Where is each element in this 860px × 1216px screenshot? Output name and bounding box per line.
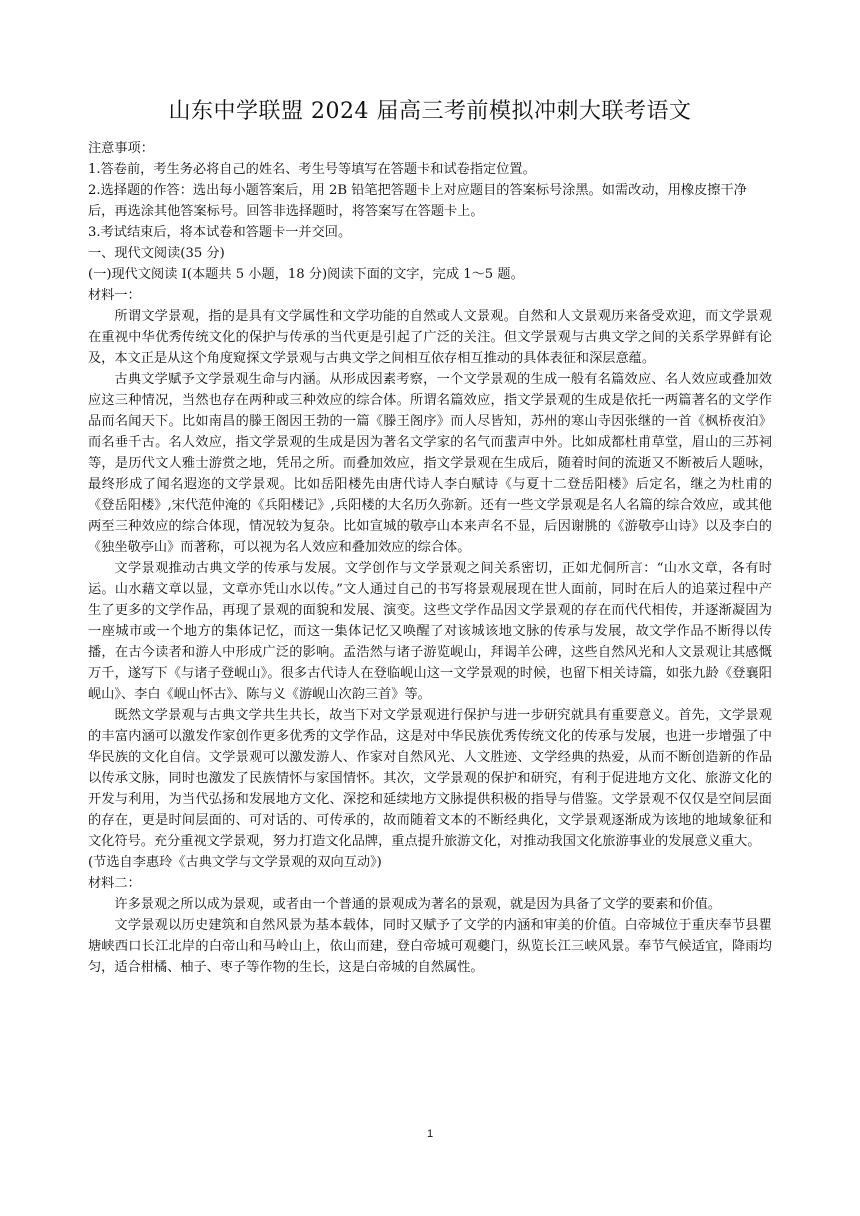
material-one-paragraph: 古典文学赋予文学景观生命与内涵。从形成因素考察，一个文学景观的生成一般有名篇效应、名人效应或叠加效应这三种情况，当然也存在两种或三种效应的综合体。所谓名篇效应，指文学景观的生成是依托一两篇著名的文学作品而名闻天下。比如南昌的滕王阁因王勃的一篇《滕王阁序》而人尽皆知，苏州的寒山寺因张继的一首《枫桥夜泊》而名垂千古。名人效应，指文学景观的生成是因为著名文学家的名气而蜚声中外。比如成都杜甫草堂，眉山的三苏祠等，是历代文人雅士游赏之地，凭吊之所。而叠加效应，指文学景观在生成后，随着时间的流逝又不断被后人题咏，最终形成了闻名遐迩的文学景观。比如岳阳楼先由唐代诗人李白赋诗《与夏十二登岳阳楼》后定名，继之为杜甫的《登岳阳楼》,宋代范仲淹的《兵阳楼记》,兵阳楼的大名历久弥新。还有一些文学景观是名人名篇的综合效应，或其他两至三种效应的综合体现，情况较为复杂。比如宣城的敬亭山本来声名不显，后因谢朓的《游敬亭山诗》以及李白的《独坐敬亭山》而著称，可以视为名人效应和叠加效应的综合体。 (88, 372, 772, 555)
material-two-paragraph: 文学景观以历史建筑和自然风景为基本载体，同时又赋予了文学的内涵和审美的价值。白帝城位于重庆奉节县瞿塘峡西口长江北岸的白帝山和马岭山上，依山而建，登白帝城可观夔门，纵览长江三峡风景。奉节气候适宜，降雨均匀，适合柑橘、柚子、枣子等作物的生长，这是白帝城的自然属性。 (88, 918, 772, 975)
material-one-paragraph: 既然文学景观与古典文学共生共长，故当下对文学景观进行保护与进一步研究就具有重要意义。首先，文学景观的丰富内涵可以激发作家创作更多优秀的文学作品，这是对中华民族优秀传统文化的传承与发展，也进一步增强了中华民族的文化自信。文学景观可以激发游人、作家对自然风光、人文胜迹、文学经典的热爱，从而不断创造新的作品以传承文脉，同时也激发了民族情怀与家国情怀。其次，文学景观的保护和研究，有利于促进地方文化、旅游文化的开发与利用，为当代弘扬和发展地方文化、深挖和延续地方文脉提供积极的指导与借鉴。文学景观不仅仅是空间层面的存在，更是时间层面的、可对话的、可传承的，故而随着文本的不断经典化，文学景观逐渐成为该地的地域象征和文化符号。充分重视文学景观，努力打造文化品牌，重点提升旅游文化，对推动我国文化旅游事业的发展意义重大。 (88, 708, 772, 849)
notice-heading: 注意事项： (88, 141, 154, 156)
material-two-paragraph: 许多景观之所以成为景观，或者由一个普通的景观成为著名的景观，就是因为具备了文学的要素和价值。 (114, 897, 722, 912)
section-heading: 一、现代文阅读(35 分) (88, 246, 225, 261)
notice-item-2: 2.选择题的作答：选出每小题答案后，用 2B 铅笔把答题卡上对应题目的答案标号涂黑。如需改动，用橡皮擦干净后，再选涂其他答案标号。回答非选择题时，将答案写在答题卡上。 (88, 183, 747, 219)
material-one-paragraph: 所谓文学景观，指的是具有文学属性和文学功能的自然或人文景观。自然和人文景观历来备受欢迎，而文学景观在重视中华优秀传统文化的保护与传承的当代更是引起了广泛的关注。但文学景观与古典文学之间的关系学界鲜有论及，本文正是从这个角度窥探文学景观与古典文学之间相互依存相互推动的具体表征和深层意蕴。 (88, 309, 772, 366)
exam-title: 山东中学联盟 2024 届高三考前模拟冲刺大联考语文 (168, 99, 692, 124)
notice-block (88, 138, 772, 243)
notice-item-3: 3.考试结束后，将本试卷和答题卡一并交回。 (88, 225, 352, 240)
page-number: 1 (426, 1128, 434, 1140)
material-one-source: (节选自李惠玲《古典文学与文学景观的双向互动》) (88, 855, 382, 870)
material-one-label: 材料一： (88, 288, 141, 303)
notice-item-1: 1.答卷前，考生务必将自己的姓名、考生号等填写在答题卡和试卷指定位置。 (88, 162, 536, 177)
material-one (88, 285, 772, 873)
exam-page (88, 96, 772, 978)
material-two-label: 材料二： (88, 876, 141, 891)
subsection-heading: (一)现代文阅读 I(本题共 5 小题，18 分)阅读下面的文字，完成 1～5 题。 (88, 267, 524, 282)
material-two (88, 873, 772, 978)
material-one-paragraph: 文学景观推动古典文学的传承与发展。文学创作与文学景观之间关系密切，正如尤侗所言：“山水文章，各有时运。山水藉文章以显，文章亦凭山水以传。”文人通过自己的书写将景观展现在世人面前，同时在后人的追菜过程中产生了更多的文学作品，再现了景观的面貌和发展、演变。这些文学作品因文学景观的存在而代代相传，并逐渐凝固为一座城市或一个地方的集体记忆，而这一集体记忆又唤醒了对该城该地文脉的传承与发展，故文学作品不断得以传播，在古今读者和游人中形成广泛的影响。孟浩然与诸子游览岘山，拜谒羊公碑，这些自然风光和人文景观让其感慨万千，遂写下《与诸子登岘山》。很多古代诗人在登临岘山这一文学景观的时候，也留下相关诗篇，如张九龄《登襄阳岘山》、李白《岘山怀古》、陈与义《游岘山次韵三首》等。 (88, 561, 772, 702)
